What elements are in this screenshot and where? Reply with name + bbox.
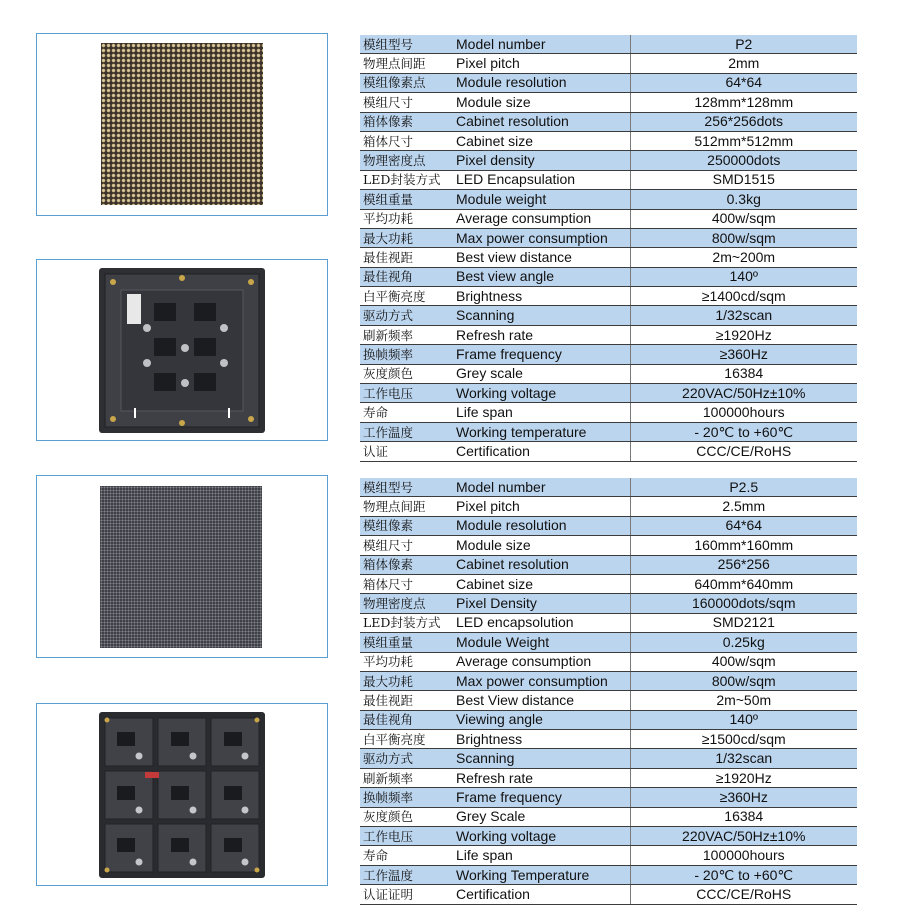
spec-value: - 20℃ to +60℃ — [630, 422, 857, 441]
spec-label-cn: 换帧频率 — [360, 788, 452, 807]
spec-value: ≥1500cd/sqm — [630, 730, 857, 749]
spec-label-cn: 箱体像素 — [360, 112, 452, 131]
spec-label-en: Grey Scale — [452, 807, 630, 826]
spec-label-cn: 模组尺寸 — [360, 93, 452, 112]
spec-label-cn: 最大功耗 — [360, 228, 452, 247]
spec-label-cn: 最佳视角 — [360, 267, 452, 286]
spec-label-cn: 最佳视角 — [360, 710, 452, 729]
spec-row — [360, 497, 857, 516]
spec-row — [360, 633, 857, 652]
spec-label-en: Module Weight — [452, 633, 630, 652]
spec-label-cn: 认证证明 — [360, 885, 452, 904]
spec-label-cn: LED封装方式 — [360, 613, 452, 632]
spec-label-cn: 箱体尺寸 — [360, 574, 452, 593]
spec-label-en: Certification — [452, 885, 630, 904]
spec-label-en: Frame frequency — [452, 345, 630, 364]
spec-label-cn: LED封装方式 — [360, 170, 452, 189]
spec-label-cn: 箱体尺寸 — [360, 131, 452, 150]
spec-label-en: Scanning — [452, 749, 630, 768]
spec-label-en: Max power consumption — [452, 671, 630, 690]
spec-label-en: Grey scale — [452, 364, 630, 383]
spec-value: ≥360Hz — [630, 788, 857, 807]
spec-label-en: LED Encapsulation — [452, 170, 630, 189]
spec-value: 400w/sqm — [630, 209, 857, 228]
spec-row — [360, 93, 857, 112]
spec-value: SMD2121 — [630, 613, 857, 632]
spec-value: 220VAC/50Hz±10% — [630, 384, 857, 403]
spec-label-en: Module resolution — [452, 516, 630, 535]
spec-value: 100000hours — [630, 846, 857, 865]
spec-label-cn: 驱动方式 — [360, 306, 452, 325]
spec-label-cn: 物理密度点 — [360, 151, 452, 170]
spec-value: 400w/sqm — [630, 652, 857, 671]
spec-label-en: Life span — [452, 403, 630, 422]
spec-row — [360, 827, 857, 846]
p2-module-back-image — [99, 268, 265, 433]
spec-label-cn: 物理点间距 — [360, 497, 452, 516]
p2-front-image-frame — [36, 33, 328, 216]
spec-label-en: Best view distance — [452, 248, 630, 267]
spec-label-en: Module resolution — [452, 73, 630, 92]
spec-row — [360, 403, 857, 422]
spec-label-cn: 灰度颜色 — [360, 807, 452, 826]
spec-label-cn: 认证 — [360, 442, 452, 461]
spec-label-en: Best View distance — [452, 691, 630, 710]
spec-row — [360, 151, 857, 170]
spec-row — [360, 35, 857, 54]
spec-value: 64*64 — [630, 73, 857, 92]
spec-row — [360, 536, 857, 555]
spec-label-en: Module weight — [452, 190, 630, 209]
spec-label-en: Scanning — [452, 306, 630, 325]
spec-value: 0.3kg — [630, 190, 857, 209]
spec-value: 640mm*640mm — [630, 574, 857, 593]
spec-label-cn: 模组像素 — [360, 516, 452, 535]
spec-label-cn: 模组型号 — [360, 478, 452, 497]
spec-label-cn: 寿命 — [360, 403, 452, 422]
spec-label-en: Working Temperature — [452, 865, 630, 884]
spec-label-en: Module size — [452, 93, 630, 112]
spec-row — [360, 442, 857, 461]
spec-row — [360, 248, 857, 267]
spec-label-cn: 最佳视距 — [360, 248, 452, 267]
spec-label-cn: 白平衡亮度 — [360, 730, 452, 749]
spec-value: ≥1400cd/sqm — [630, 287, 857, 306]
spec-value: SMD1515 — [630, 170, 857, 189]
spec-value: 64*64 — [630, 516, 857, 535]
spec-label-en: Working voltage — [452, 384, 630, 403]
spec-value: 250000dots — [630, 151, 857, 170]
spec-label-cn: 物理点间距 — [360, 54, 452, 73]
spec-value: 140º — [630, 710, 857, 729]
spec-label-cn: 工作电压 — [360, 827, 452, 846]
spec-value: 0.25kg — [630, 633, 857, 652]
spec-value: 1/32scan — [630, 749, 857, 768]
spec-value: 100000hours — [630, 403, 857, 422]
spec-value: 2m~200m — [630, 248, 857, 267]
spec-row — [360, 190, 857, 209]
spec-row — [360, 574, 857, 593]
spec-row — [360, 613, 857, 632]
spec-label-cn: 工作电压 — [360, 384, 452, 403]
spec-label-en: Pixel density — [452, 151, 630, 170]
p2-spec-table — [360, 35, 857, 462]
spec-label-en: Average consumption — [452, 652, 630, 671]
spec-label-en: Working temperature — [452, 422, 630, 441]
spec-row — [360, 73, 857, 92]
spec-row — [360, 384, 857, 403]
spec-row — [360, 131, 857, 150]
spec-label-en: Cabinet resolution — [452, 555, 630, 574]
spec-label-en: Working voltage — [452, 827, 630, 846]
p25-front-image-frame — [36, 475, 328, 658]
spec-value: 128mm*128mm — [630, 93, 857, 112]
spec-label-cn: 刷新频率 — [360, 325, 452, 344]
spec-label-en: Pixel pitch — [452, 54, 630, 73]
spec-value: 16384 — [630, 807, 857, 826]
spec-label-en: Module size — [452, 536, 630, 555]
spec-value: 160mm*160mm — [630, 536, 857, 555]
spec-row — [360, 594, 857, 613]
spec-label-en: Certification — [452, 442, 630, 461]
spec-value: 512mm*512mm — [630, 131, 857, 150]
spec-value: 800w/sqm — [630, 671, 857, 690]
spec-value: 160000dots/sqm — [630, 594, 857, 613]
spec-row — [360, 807, 857, 826]
spec-label-en: Cabinet size — [452, 574, 630, 593]
spec-value: 2m~50m — [630, 691, 857, 710]
spec-value: 16384 — [630, 364, 857, 383]
spec-row — [360, 768, 857, 787]
spec-row — [360, 885, 857, 904]
p25-spec-table — [360, 478, 857, 905]
spec-value: CCC/CE/RoHS — [630, 885, 857, 904]
spec-label-cn: 白平衡亮度 — [360, 287, 452, 306]
spec-label-cn: 最佳视距 — [360, 691, 452, 710]
spec-label-cn: 工作温度 — [360, 865, 452, 884]
spec-row — [360, 478, 857, 497]
spec-label-en: Brightness — [452, 287, 630, 306]
spec-row — [360, 710, 857, 729]
spec-row — [360, 345, 857, 364]
spec-value: 800w/sqm — [630, 228, 857, 247]
spec-value: 2.5mm — [630, 497, 857, 516]
spec-label-en: Life span — [452, 846, 630, 865]
spec-row — [360, 691, 857, 710]
spec-value: 2mm — [630, 54, 857, 73]
spec-label-en: Cabinet size — [452, 131, 630, 150]
spec-value: 256*256dots — [630, 112, 857, 131]
spec-value: - 20℃ to +60℃ — [630, 865, 857, 884]
spec-value: P2 — [630, 35, 857, 54]
spec-row — [360, 364, 857, 383]
spec-label-en: Max power consumption — [452, 228, 630, 247]
spec-row — [360, 228, 857, 247]
spec-label-en: Frame frequency — [452, 788, 630, 807]
spec-value: ≥1920Hz — [630, 768, 857, 787]
spec-label-cn: 换帧频率 — [360, 345, 452, 364]
spec-label-en: Best view angle — [452, 267, 630, 286]
spec-row — [360, 422, 857, 441]
p25-module-back-image — [99, 712, 265, 878]
spec-label-en: Model number — [452, 478, 630, 497]
spec-label-en: Average consumption — [452, 209, 630, 228]
spec-row — [360, 267, 857, 286]
spec-row — [360, 209, 857, 228]
spec-label-cn: 模组像素点 — [360, 73, 452, 92]
p25-module-front-image — [100, 486, 262, 648]
spec-row — [360, 555, 857, 574]
spec-row — [360, 671, 857, 690]
spec-label-cn: 寿命 — [360, 846, 452, 865]
spec-label-cn: 物理密度点 — [360, 594, 452, 613]
spec-label-en: Refresh rate — [452, 768, 630, 787]
spec-row — [360, 730, 857, 749]
spec-label-cn: 箱体像素 — [360, 555, 452, 574]
p2-module-front-image — [101, 43, 263, 205]
spec-label-cn: 模组重量 — [360, 633, 452, 652]
spec-row — [360, 112, 857, 131]
spec-row — [360, 846, 857, 865]
spec-row — [360, 54, 857, 73]
spec-label-en: Refresh rate — [452, 325, 630, 344]
spec-label-cn: 最大功耗 — [360, 671, 452, 690]
spec-label-en: Model number — [452, 35, 630, 54]
spec-label-cn: 刷新频率 — [360, 768, 452, 787]
spec-row — [360, 749, 857, 768]
spec-value: 1/32scan — [630, 306, 857, 325]
spec-value: P2.5 — [630, 478, 857, 497]
spec-value: ≥360Hz — [630, 345, 857, 364]
spec-label-cn: 模组型号 — [360, 35, 452, 54]
spec-row — [360, 325, 857, 344]
spec-label-en: Cabinet resolution — [452, 112, 630, 131]
spec-label-cn: 平均功耗 — [360, 652, 452, 671]
spec-row — [360, 865, 857, 884]
spec-label-cn: 灰度颜色 — [360, 364, 452, 383]
spec-label-en: LED encapsolution — [452, 613, 630, 632]
spec-label-cn: 驱动方式 — [360, 749, 452, 768]
spec-value: 220VAC/50Hz±10% — [630, 827, 857, 846]
spec-label-cn: 模组尺寸 — [360, 536, 452, 555]
spec-label-en: Viewing angle — [452, 710, 630, 729]
spec-row — [360, 287, 857, 306]
spec-row — [360, 788, 857, 807]
spec-row — [360, 652, 857, 671]
p2-back-image-frame — [36, 259, 328, 441]
spec-label-cn: 工作温度 — [360, 422, 452, 441]
spec-value: 256*256 — [630, 555, 857, 574]
spec-label-en: Brightness — [452, 730, 630, 749]
p25-back-image-frame — [36, 703, 328, 886]
spec-label-cn: 平均功耗 — [360, 209, 452, 228]
spec-label-en: Pixel Density — [452, 594, 630, 613]
spec-value: CCC/CE/RoHS — [630, 442, 857, 461]
spec-row — [360, 306, 857, 325]
spec-label-cn: 模组重量 — [360, 190, 452, 209]
spec-label-en: Pixel pitch — [452, 497, 630, 516]
spec-value: ≥1920Hz — [630, 325, 857, 344]
spec-row — [360, 516, 857, 535]
spec-value: 140º — [630, 267, 857, 286]
spec-row — [360, 170, 857, 189]
